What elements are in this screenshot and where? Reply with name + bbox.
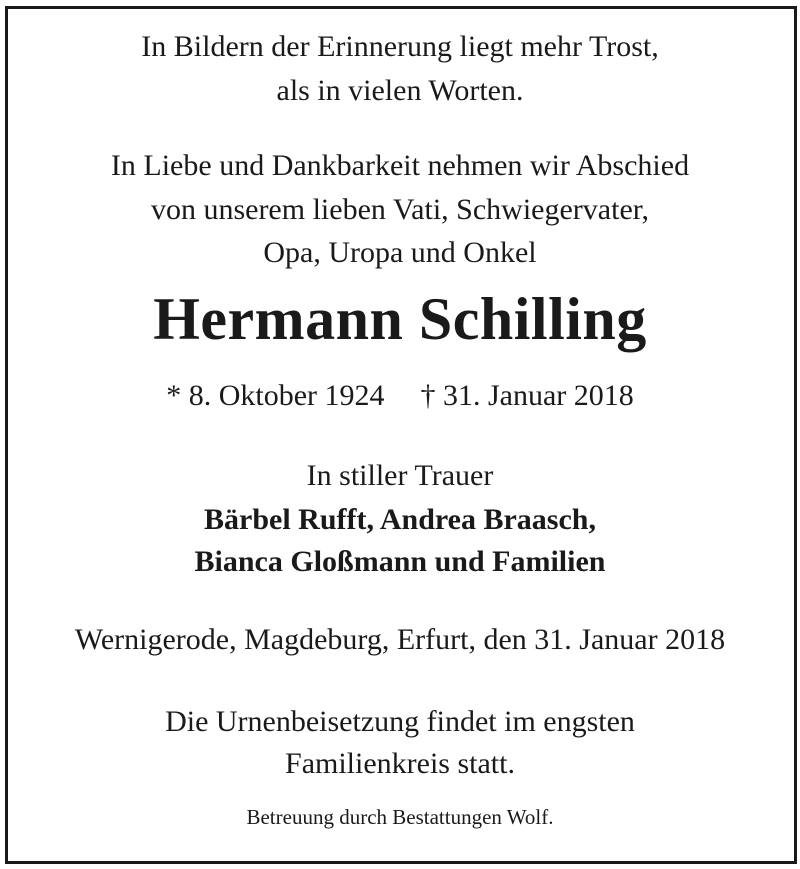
death-date: † 31. Januar 2018: [420, 379, 634, 412]
place-date: Wernigerode, Magdeburg, Erfurt, den 31. Januar 2018: [74, 623, 726, 656]
life-dates: [0, 381, 800, 411]
farewell-line-3: Opa, Uropa und Onkel: [263, 236, 537, 269]
deceased-name: Hermann Schilling: [153, 286, 647, 352]
burial-note-line-1: Die Urnenbeisetzung findet im engsten: [165, 705, 635, 738]
quote-line-2: als in vielen Worten.: [276, 74, 524, 107]
farewell-line-1: In Liebe und Dankbarkeit nehmen wir Abschied: [110, 149, 690, 182]
quote-line-1: In Bildern der Erinnerung liegt mehr Trost,: [141, 30, 659, 63]
farewell-line-2: von unserem lieben Vati, Schwiegervater,: [150, 193, 650, 226]
mourners-line-1: Bärbel Rufft, Andrea Braasch,: [204, 503, 596, 536]
birth-date: * 8. Oktober 1924: [166, 379, 385, 412]
burial-note-line-2: Familienkreis statt.: [285, 747, 515, 780]
mourners-intro: In stiller Trauer: [306, 459, 494, 492]
undertaker-credit: Betreuung durch Bestattungen Wolf.: [246, 805, 554, 829]
mourners-line-2: Bianca Gloßmann und Familien: [194, 545, 606, 578]
